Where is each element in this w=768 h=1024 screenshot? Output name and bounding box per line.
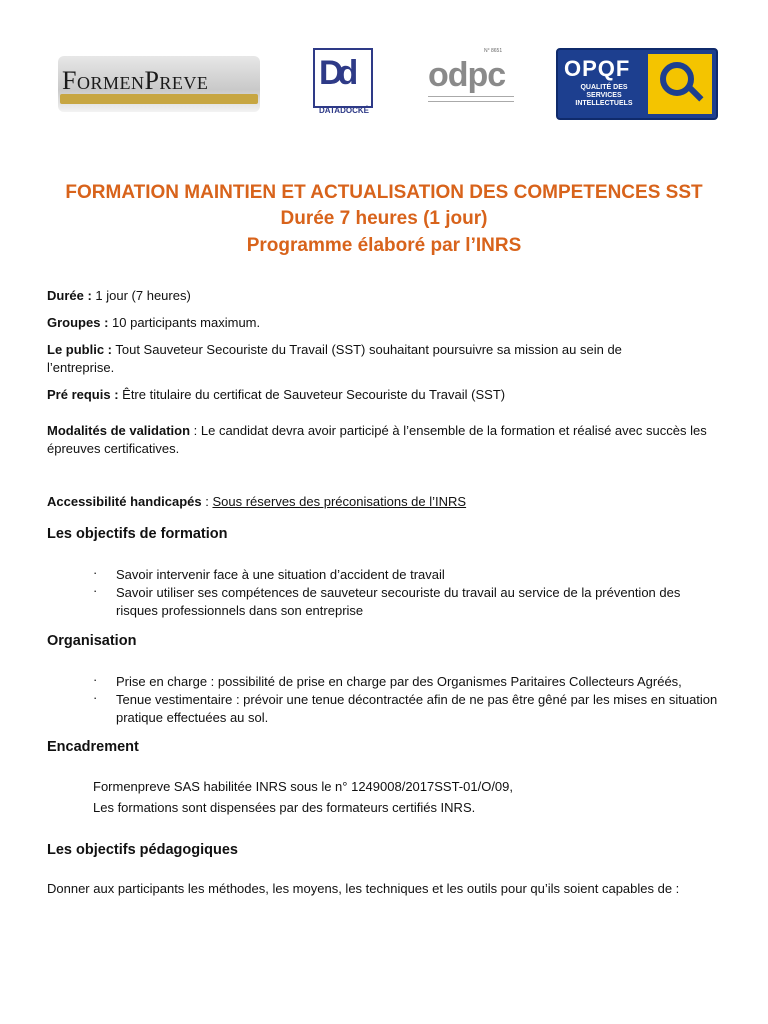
encadrement-heading: Encadrement [47, 739, 139, 755]
modalites-label: Modalités de validation [47, 423, 191, 438]
groupes-value: 10 participants maximum. [108, 315, 261, 330]
opqf-logo [556, 48, 718, 120]
logo-bar [0, 44, 768, 124]
datadocke-letters: Dd [319, 54, 353, 92]
public-value: Tout Sauveteur Secouriste du Travail (SST) souhaitant poursuivre sa mission au sein de l’entreprise. [47, 342, 622, 375]
encadrement-line-1: Formenpreve SAS habilitée INRS sous le n° 1249008/2017SST-01/O/09, [93, 779, 513, 794]
odpc-logo [424, 48, 514, 114]
organisation-item-1: Prise en charge : possibilité de prise en charge par des Organismes Paritaires Collecteurs Agréés, [116, 674, 682, 689]
duree-line [47, 287, 727, 305]
pedagogiques-heading: Les objectifs pédagogiques [47, 842, 238, 858]
odpc-logo-text: odpc [428, 56, 506, 94]
opqf-title: OPQF [564, 56, 631, 81]
organisation-item-2: Tenue vestimentaire : prévoir une tenue décontractée afin de ne pas être gêné par les mises en situation pratique effectuées au sol. [116, 692, 718, 725]
objectif-item-1: Savoir intervenir face à une situation d’accident de travail [116, 567, 445, 582]
encadrement-line-2: Les formations sont dispensées par des formateurs certifiés INRS. [93, 800, 476, 815]
groupes-label: Groupes : [47, 315, 109, 330]
duree-value: 1 jour (7 heures) [91, 288, 191, 303]
modalites-line [47, 422, 707, 458]
public-label: Le public : [47, 342, 112, 357]
accessibilite-value: Sous réserves des préconisations de l’INRS [212, 494, 467, 509]
prerequis-label: Pré requis : [47, 387, 119, 402]
duree-label: Durée : [47, 288, 92, 303]
bullet-marker: · [93, 565, 98, 580]
document-title: FORMATION MAINTIEN ET ACTUALISATION DES COMPETENCES SST [65, 182, 703, 203]
groupes-line [47, 314, 727, 332]
pedagogiques-text: Donner aux participants les méthodes, les moyens, les techniques et les outils pour qu’ils soient capables de : [47, 881, 680, 896]
bullet-marker: · [93, 690, 98, 705]
datadocke-logo [313, 48, 377, 120]
opqf-q-icon [648, 54, 712, 114]
modalites-value: : Le candidat devra avoir participé à l’ensemble de la formation et réalisé avec succès les épreuves certificatives. [47, 423, 707, 456]
objectifs-heading: Les objectifs de formation [47, 526, 228, 542]
prerequis-value: Être titulaire du certificat de Sauveteur Secouriste du Travail (SST) [118, 387, 506, 402]
prerequis-line [47, 386, 727, 404]
public-line [47, 341, 667, 377]
accessibilite-line [47, 493, 727, 511]
accessibilite-sep: : [201, 494, 213, 509]
odpc-number: N° 8651 [484, 48, 503, 54]
formenpreve-logo [58, 56, 260, 112]
organisation-heading: Organisation [47, 633, 137, 649]
document-subtitle-program: Programme élaboré par l’INRS [246, 235, 522, 256]
bullet-marker: · [93, 583, 98, 598]
bullet-marker: · [93, 672, 98, 687]
datadocke-label: DATADOCKÉ [319, 106, 369, 115]
opqf-subtitle: QUALITÉ DES SERVICES INTELLECTUELS [575, 84, 633, 107]
document-subtitle-duration: Durée 7 heures (1 jour) [280, 208, 488, 229]
objectif-item-2: Savoir utiliser ses compétences de sauveteur secouriste du travail au service de la prévention des risques professionnels dans son entreprise [116, 585, 681, 618]
accessibilite-label: Accessibilité handicapés [47, 494, 202, 509]
formenpreve-logo-text: FormenPreve [62, 66, 209, 95]
